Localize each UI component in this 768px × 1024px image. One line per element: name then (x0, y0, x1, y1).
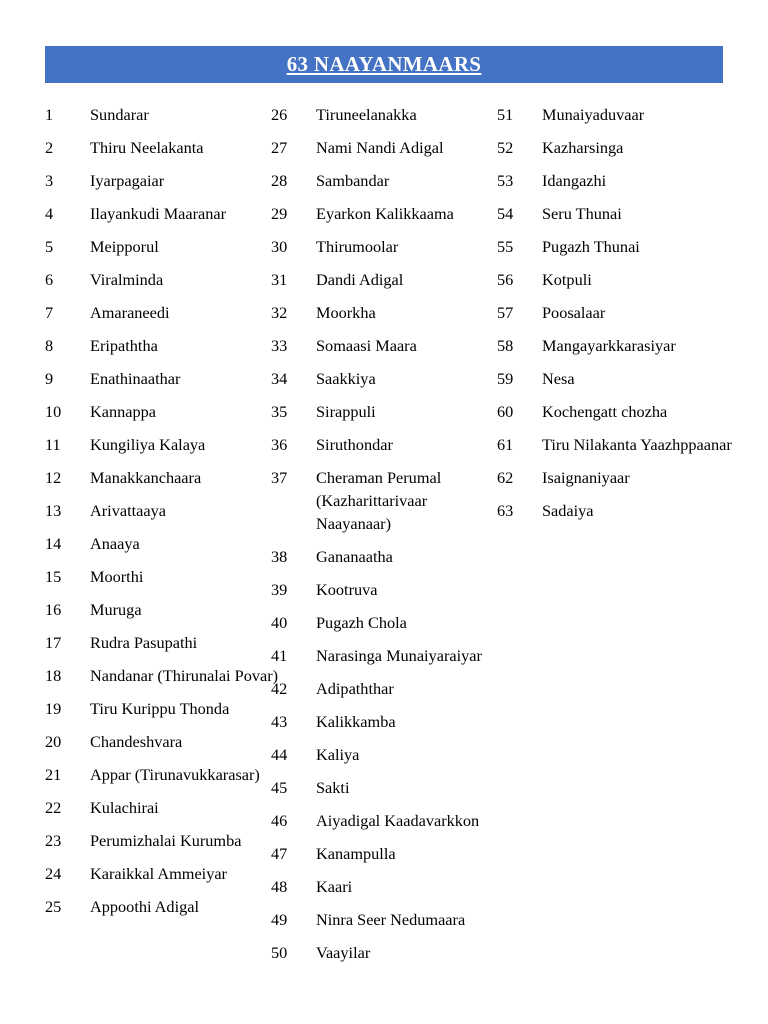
item-number: 26 (271, 105, 288, 124)
item-number: 53 (497, 171, 514, 190)
list-item (45, 362, 280, 395)
list-item (45, 890, 280, 923)
item-name: Nandanar (Thirunalai Povar) (90, 666, 279, 685)
item-name: Kannappa (90, 402, 156, 421)
item-name: Saakkiya (316, 369, 376, 388)
list-item (45, 263, 280, 296)
item-name: Munaiyaduvaar (542, 105, 645, 124)
item-number: 8 (45, 336, 54, 355)
item-name: Rudra Pasupathi (90, 633, 198, 652)
list-item (45, 527, 280, 560)
item-number: 7 (45, 303, 54, 322)
item-number: 55 (497, 237, 514, 256)
item-number: 29 (271, 204, 288, 223)
item-name: Seru Thunai (542, 204, 622, 223)
list-item (45, 791, 280, 824)
list-item (45, 494, 280, 527)
item-name: Mangayarkkarasiyar (542, 336, 676, 355)
list-item (497, 98, 732, 131)
item-name: Muruga (90, 600, 142, 619)
item-number: 63 (497, 501, 514, 520)
list-item (271, 329, 506, 362)
item-number: 24 (45, 864, 62, 883)
item-number: 17 (45, 633, 62, 652)
item-name: Iyarpagaiar (90, 171, 165, 190)
item-number: 59 (497, 369, 514, 388)
item-number: 16 (45, 600, 62, 619)
list-item (45, 560, 280, 593)
item-number: 48 (271, 877, 288, 896)
list-item (271, 573, 506, 606)
item-number: 49 (271, 910, 288, 929)
item-name: Isaigna​niyaar (542, 468, 630, 487)
item-name: Kaari (316, 877, 353, 896)
item-number: 5 (45, 237, 54, 256)
list-item (271, 870, 506, 903)
item-name: Manakkanchaara (90, 468, 202, 487)
item-number: 13 (45, 501, 62, 520)
list-item (271, 296, 506, 329)
item-number: 28 (271, 171, 288, 190)
list-item (497, 461, 732, 494)
item-number: 50 (271, 943, 288, 962)
list-column-3 (497, 98, 732, 527)
item-name: Arivattaaya (90, 501, 166, 520)
item-name: Aiyadigal Kaadavarkkon (316, 811, 480, 830)
item-number: 38 (271, 547, 288, 566)
list-item (45, 428, 280, 461)
list-item (271, 738, 506, 771)
item-number: 62 (497, 468, 514, 487)
item-name: Siruthondar (316, 435, 393, 454)
item-name: Perumizhalai Kurumba (90, 831, 242, 850)
item-name: Poosalaar (542, 303, 606, 322)
item-name: Appar (Tirunavukkarasar) (90, 765, 260, 784)
list-item (271, 936, 506, 969)
list-item (271, 131, 506, 164)
list-item (271, 98, 506, 131)
item-name: Dandi Adigal (316, 270, 404, 289)
item-name: Viralminda (90, 270, 164, 289)
item-name: Pugazh Thunai (542, 237, 640, 256)
item-name: Eyarkon Kalikkaama (316, 204, 454, 223)
list-item (271, 705, 506, 738)
list-item (497, 362, 732, 395)
item-name: Kochengatt chozha (542, 402, 668, 421)
item-number: 3 (45, 171, 54, 190)
list-item (497, 494, 732, 527)
item-name: Kotpuli (542, 270, 592, 289)
item-number: 19 (45, 699, 62, 718)
list-item (45, 230, 280, 263)
item-number: 18 (45, 666, 62, 685)
item-name: Enathinaathar (90, 369, 181, 388)
item-name: Anaaya (90, 534, 140, 553)
item-name: Eripaththa (90, 336, 158, 355)
list-item (45, 824, 280, 857)
list-item (497, 329, 732, 362)
list-item (45, 692, 280, 725)
item-name: Nesa (542, 369, 575, 388)
list-item (497, 131, 732, 164)
list-item (45, 725, 280, 758)
list-item (45, 329, 280, 362)
item-number: 57 (497, 303, 514, 322)
item-number: 42 (271, 679, 288, 698)
item-name: Sadaiya (542, 501, 594, 520)
item-name: Chandeshvara (90, 732, 183, 751)
item-name: Narasinga Munaiyaraiyar (316, 646, 482, 665)
item-name: Thirumoolar (316, 237, 399, 256)
item-number: 33 (271, 336, 288, 355)
list-item (45, 593, 280, 626)
item-number: 47 (271, 844, 288, 863)
item-number: 23 (45, 831, 62, 850)
item-name: Idangazhi (542, 171, 607, 190)
list-item (45, 131, 280, 164)
item-name: Kazharsinga (542, 138, 624, 157)
item-name: Tiru Kurippu Thonda (90, 699, 230, 718)
list-item (497, 164, 732, 197)
item-number: 27 (271, 138, 288, 157)
list-item (271, 672, 506, 705)
item-number: 40 (271, 613, 288, 632)
item-number: 52 (497, 138, 514, 157)
item-name: Appoothi Adigal (90, 897, 199, 916)
list-item (271, 230, 506, 263)
item-number: 30 (271, 237, 288, 256)
list-item (271, 461, 506, 540)
item-number: 22 (45, 798, 62, 817)
item-name: Adipaththar (316, 679, 394, 698)
list-item (497, 428, 732, 461)
list-column-1 (45, 98, 280, 923)
list-item (271, 362, 506, 395)
item-number: 35 (271, 402, 288, 421)
item-number: 41 (271, 646, 288, 665)
item-number: 31 (271, 270, 288, 289)
item-name: Moorkha (316, 303, 376, 322)
item-number: 36 (271, 435, 288, 454)
list-item (271, 903, 506, 936)
item-name: Tiruneelanakka (316, 105, 417, 124)
item-number: 37 (271, 468, 288, 487)
list-item (271, 395, 506, 428)
item-number: 9 (45, 369, 54, 388)
title-bar (45, 46, 723, 83)
list-item (45, 857, 280, 890)
item-number: 56 (497, 270, 514, 289)
item-number: 46 (271, 811, 288, 830)
item-name: Vaayilar (316, 943, 371, 962)
list-item (45, 461, 280, 494)
list-item (45, 758, 280, 791)
item-name: Thiru Neelakanta (90, 138, 204, 157)
list-item (45, 659, 280, 692)
item-number: 6 (45, 270, 54, 289)
list-item (271, 263, 506, 296)
item-number: 45 (271, 778, 288, 797)
list-item (271, 197, 506, 230)
list-item (271, 837, 506, 870)
item-name: Ninra Seer Nedumaara (316, 910, 466, 929)
list-item (45, 98, 280, 131)
list-item (497, 296, 732, 329)
item-number: 61 (497, 435, 514, 454)
item-name: Sakti (316, 778, 350, 797)
list-item (271, 540, 506, 573)
list-item (497, 395, 732, 428)
item-name: Kulachirai (90, 798, 159, 817)
item-number: 39 (271, 580, 288, 599)
item-name: Cheraman Perumal (Kazharittarivaar Naayanaar) (316, 468, 442, 533)
list-item (271, 164, 506, 197)
list-item (271, 428, 506, 461)
item-name: Kootruva (316, 580, 378, 599)
item-number: 12 (45, 468, 62, 487)
item-name: Gananaatha (316, 547, 393, 566)
list-item (45, 395, 280, 428)
item-name: Karaikkal Ammeiyar (90, 864, 227, 883)
item-name: Ilayankudi Maaranar (90, 204, 227, 223)
item-name: Kungiliya Kalaya (90, 435, 206, 454)
item-name: Meipporul (90, 237, 159, 256)
item-number: 1 (45, 105, 54, 124)
item-name: Moorthi (90, 567, 144, 586)
list-item (271, 639, 506, 672)
item-name: Sundarar (90, 105, 149, 124)
item-number: 15 (45, 567, 62, 586)
item-number: 2 (45, 138, 54, 157)
item-name: Tiru Nilakanta Yaazhppaanar (542, 435, 732, 454)
item-number: 44 (271, 745, 288, 764)
item-number: 11 (45, 435, 61, 454)
page-title: 63 NAAYANMAARS (286, 52, 482, 76)
item-number: 58 (497, 336, 514, 355)
item-number: 51 (497, 105, 514, 124)
list-column-2 (271, 98, 506, 969)
item-name: Nami Nandi Adigal (316, 138, 444, 157)
item-name: Sambandar (316, 171, 390, 190)
list-item (45, 296, 280, 329)
item-name: Kalikkamba (316, 712, 396, 731)
item-number: 54 (497, 204, 514, 223)
item-name: Somaasi Maara (316, 336, 417, 355)
list-item (497, 197, 732, 230)
item-number: 43 (271, 712, 288, 731)
item-name: Pugazh Chola (316, 613, 407, 632)
list-item (45, 626, 280, 659)
list-item (497, 263, 732, 296)
item-name: Kaliya (316, 745, 360, 764)
list-item (45, 164, 280, 197)
item-number: 10 (45, 402, 62, 421)
item-number: 4 (45, 204, 54, 223)
list-item (497, 230, 732, 263)
item-name: Kanampulla (316, 844, 396, 863)
item-number: 25 (45, 897, 62, 916)
item-number: 20 (45, 732, 62, 751)
list-item (271, 804, 506, 837)
item-number: 32 (271, 303, 288, 322)
list-item (45, 197, 280, 230)
item-number: 21 (45, 765, 62, 784)
item-name: Sirappuli (316, 402, 376, 421)
list-item (271, 771, 506, 804)
item-number: 14 (45, 534, 62, 553)
item-number: 60 (497, 402, 514, 421)
item-name: Amaraneedi (90, 303, 170, 322)
list-item (271, 606, 506, 639)
item-number: 34 (271, 369, 288, 388)
